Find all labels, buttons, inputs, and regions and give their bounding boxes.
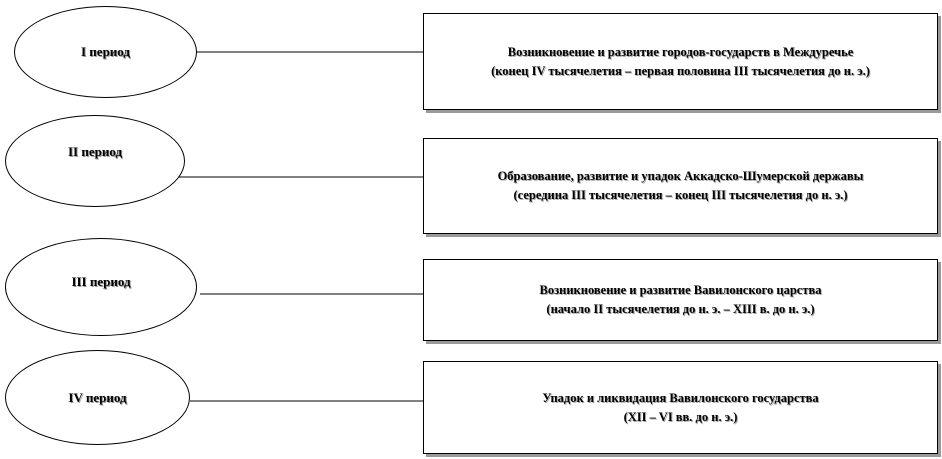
period-3-description-box — [423, 259, 938, 341]
period-1-ellipse — [14, 6, 197, 98]
period-3-label: III период — [71, 274, 131, 289]
period-4-dates: (XII – VI вв. до н. э.) — [623, 409, 738, 424]
period-1-dates: (конец IV тысячелетия – первая половина III тысячелетия до н. э.) — [491, 63, 870, 78]
period-4-ellipse — [5, 350, 190, 445]
period-1-title: Возникновение и развитие городов-государств в Междуречье — [507, 44, 854, 59]
period-2-label: II период — [67, 144, 123, 159]
period-1-label: I период — [81, 44, 130, 59]
period-2-dates: (середина III тысячелетия – конец III тысячелетия до н. э.) — [513, 188, 848, 202]
period-2-ellipse — [5, 115, 185, 207]
period-4-description-box — [423, 361, 938, 454]
period-3-ellipse — [5, 238, 197, 336]
period-2-title: Образование, развитие и упадок Аккадско-Шумерской державы — [497, 169, 864, 183]
period-2-description-box — [423, 138, 938, 234]
period-1-description-box — [423, 13, 938, 110]
period-4-title: Упадок и ликвидация Вавилонского государства — [542, 390, 819, 405]
period-3-dates: (начало II тысячелетия до н. э. – XIII в. до н. э.) — [546, 302, 815, 316]
period-3-title: Возникновение и развитие Вавилонского царства — [539, 283, 822, 297]
period-4-label: IV период — [68, 389, 127, 405]
